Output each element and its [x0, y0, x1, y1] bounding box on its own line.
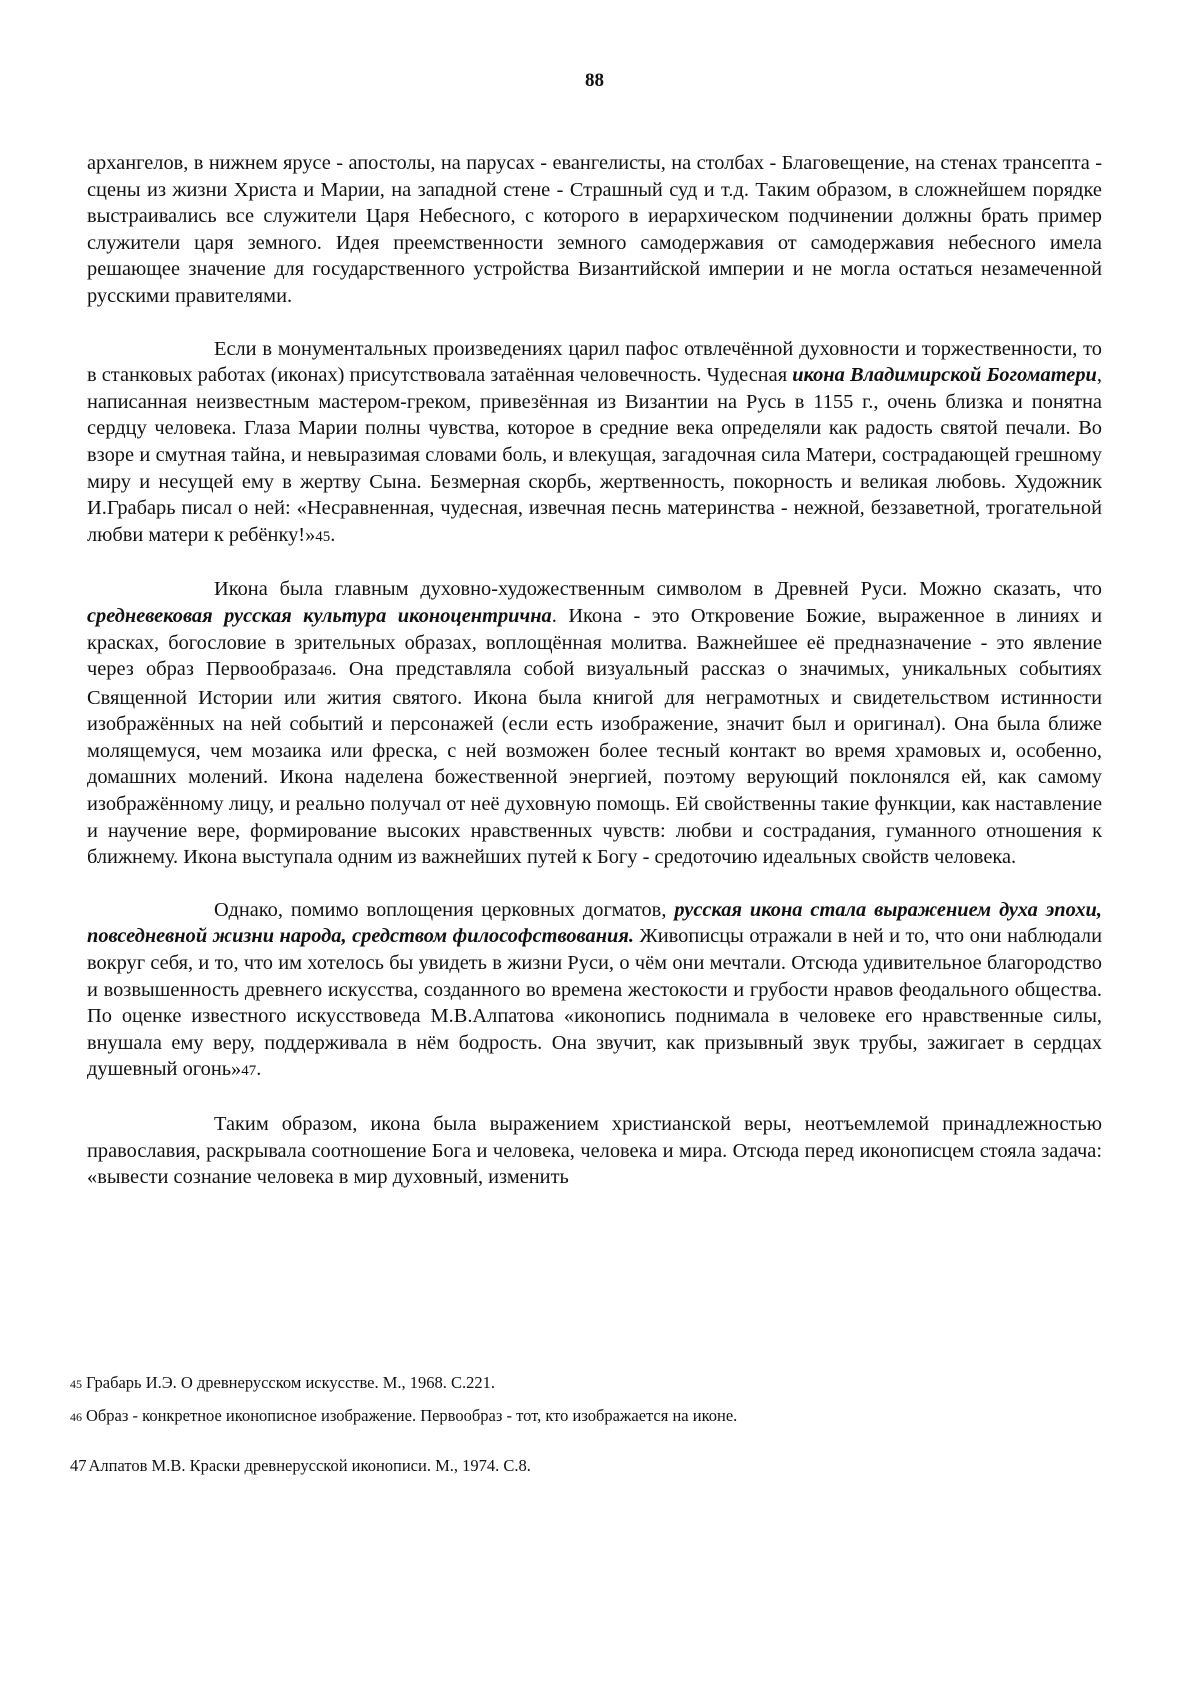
- paragraph: [87, 336, 1102, 551]
- footnote-number: 46: [70, 1410, 82, 1424]
- footnote-text: Грабарь И.Э. О древнерусском искусстве. М., 1968. С.221.: [86, 1373, 496, 1392]
- paragraph: [87, 1111, 1102, 1191]
- paragraph: [87, 576, 1102, 871]
- footnote-reference: 47: [241, 1063, 257, 1080]
- emphasis-text: русская икона стала выражением духа эпохи, повседневной жизни народа, средством философствования.: [87, 898, 1102, 948]
- text-run: Живописцы отражали в ней и то, что они наблюдали вокруг себя, и то, что им хотелось бы увидеть в жизни Руси, о чём они мечтали. Отсюда удивительное благородство и возвышенность древнего искусства, созданного во времена жестокости и грубости нравов феодального общества. По оценке известного искусствоведа М.В.Алпатова «иконопись поднимала в человеке его нравственные силы, внушала ему веру, поддерживала в нём бодрость. Она звучит, как призывный звук трубы, зажигает в сердцах душевный огонь»: [87, 925, 1103, 1081]
- paragraph: [87, 897, 1102, 1085]
- text-run: , написанная неизвестным мастером-греком, привезённая из Византии на Русь в 1155 г., очень близка и понятна сердцу человека. Глаза Марии полны чувства, которое в средние века определяли как радость святой печали. Во взоре и смутная тайна, и невыразимая словами боль, и влекущая, загадочная сила Матери, сострадающей грешному миру и несущей ему в жертву Сына. Безмерная скорбь, жертвенность, покорность и великая любовь. Художник И.Грабарь писал о ней: «Несравненная, чудесная, извечная песнь материнства - нежной, беззаветной, трогательной любви матери к ребёнку!»: [87, 364, 1102, 546]
- footnote-number: 45: [70, 1377, 82, 1391]
- footnote-number: 47: [70, 1456, 87, 1475]
- text-run: Однако, помимо воплощения церковных догматов,: [214, 898, 675, 921]
- text-run: . Икона - это Откровение Божие, выраженное в линиях и красках, богословие в зрительных образах, воплощённая молитва. Важнейшее её предназначение - это явление через образ Первообраза: [87, 604, 1102, 681]
- text-run: .: [256, 1058, 262, 1081]
- emphasis-text: средневековая русская культура иконоцентрична: [87, 604, 552, 627]
- body-text: [87, 150, 1102, 1191]
- page-number: 88: [585, 70, 604, 91]
- text-run: Икона была главным духовно-художественным символом в Древней Руси. Можно сказать, что: [214, 578, 1102, 601]
- text-run: Если в монументальных произведениях царил пафос отвлечённой духовности и торжественности, то в станковых работах (иконах) присутствовала затаённая человечность. Чудесная: [87, 337, 1102, 387]
- text-run: Таким образом, икона была выражением христианской веры, неотъемлемой принадлежностью православия, раскрывала соотношение Бога и человека, человека и мира. Отсюда перед иконописцем стояла задача: «вывести сознание человека в мир духовный, изменить: [87, 1113, 1102, 1189]
- text-run: . Она представляла собой визуальный рассказ о значимых, уникальных событиях Священной Истории или жития святого. Икона была книгой для неграмотных и свидетельством истинности изображённых на ней событий и персонажей (если есть изображение, значит был и оригинал). Она была ближе молящемуся, чем мозаика или фреска, с ней возможен более тесный контакт во время храмовых и, особенно, домашних молений. Икона наделена божественной энергией, поэтому верующий поклонялся ей, как самому изображённому лицу, и реально получал от неё духовную помощь. Ей свойственны такие функции, как наставление и научение вере, формирование высоких нравственных чувств: любви и сострадания, гуманного отношения к ближнему. Икона выступала одним из важнейших путей к Богу - средоточию идеальных свойств человека.: [87, 658, 1102, 869]
- footnote-46: [70, 1406, 737, 1427]
- footnote-reference: 46: [316, 663, 332, 680]
- text-run: .: [330, 523, 336, 546]
- footnote-reference: 45: [315, 528, 331, 545]
- footnote-45: [70, 1373, 495, 1394]
- footnote-47: [70, 1456, 531, 1476]
- footnote-text: Образ - конкретное иконописное изображение. Первообраз - тот, кто изображается на иконе.: [86, 1406, 738, 1425]
- paragraph: [87, 150, 1102, 310]
- footnote-text: Алпатов М.В. Краски древнерусской иконописи. М., 1974. С.8.: [88, 1456, 531, 1475]
- text-run: архангелов, в нижнем ярусе - апостолы, на парусах - евангелисты, на столбах - Благовещение, на стенах трансепта - сцены из жизни Христа и Марии, на западной стене - Страшный суд и т.д. Таким образом, в сложнейшем порядке выстраивались все служители Царя Небесного, с которого в иерархическом подчинении должны брать пример служители царя земного. Идея преемственности земного самодержавия от самодержавия небесного имела решающее значение для государственного устройства Византийской империи и не могла остаться незамеченной русскими правителями.: [87, 152, 1102, 307]
- emphasis-text: икона Владимирской Богоматери: [792, 364, 1097, 387]
